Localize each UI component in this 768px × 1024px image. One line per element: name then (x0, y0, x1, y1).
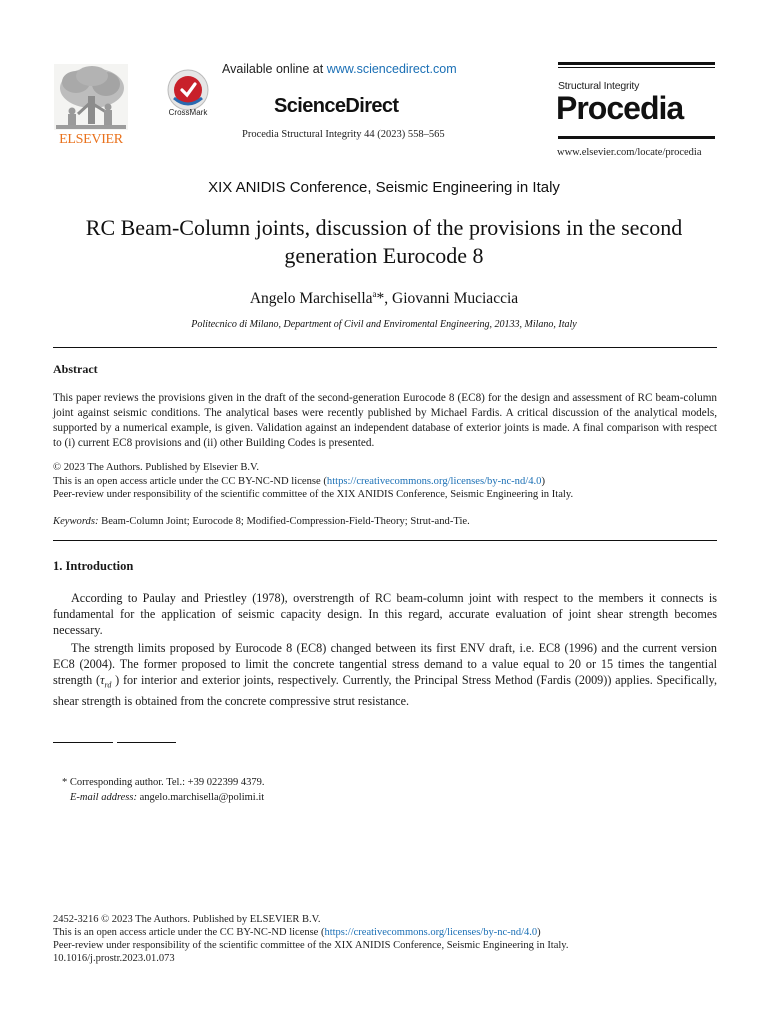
divider-bottom (53, 540, 717, 541)
procedia-rule-top (558, 62, 715, 65)
email-label: E-mail address: (70, 792, 137, 803)
procedia-subtitle: Structural Integrity (558, 80, 640, 92)
keywords (53, 514, 717, 529)
section-heading-introduction: 1. Introduction (53, 559, 134, 573)
peer-review-line: Peer-review under responsibility of the scientific committee of the XIX ANIDIS Conference, Seismic Engineering in Italy. (53, 489, 574, 500)
sciencedirect-brand: ScienceDirect (274, 95, 399, 117)
author-1-affil: a (372, 289, 377, 299)
conference-name: XIX ANIDIS Conference, Seismic Engineering in Italy (208, 179, 560, 196)
bottom-peer-review: Peer-review under responsibility of the scientific committee of the XIX ANIDIS Conference, Seismic Engineering in Italy. (53, 940, 569, 951)
issn-line: 2452-3216 © 2023 The Authors. Published by ELSEVIER B.V. (53, 914, 321, 925)
corresponding-author-note: * Corresponding author. Tel.: +39 022399 4379. (62, 777, 265, 788)
journal-reference: Procedia Structural Integrity 44 (2023) 558–565 (242, 129, 445, 140)
intro-paragraph-1: According to Paulay and Priestley (1978), overstrength of RC beam-column joint with respect to the members it connects is fundamental for the application of seismic capacity design. In this regard, accurate evaluation of joint shear strength becomes necessary. (53, 591, 717, 637)
copyright-block (53, 461, 717, 502)
authors (0, 289, 768, 308)
author-2: Giovanni Muciaccia (392, 290, 519, 308)
crossmark-label: CrossMark (168, 108, 208, 117)
email-address[interactable]: angelo.marchisella@polimi.it (136, 792, 265, 803)
tau-symbol: τ (100, 673, 105, 687)
paper-title (40, 214, 728, 270)
intro-paragraph-2: The strength limits proposed by Eurocode 8 (EC8) changed between its first ENV draft, i.e. EC8 (1996) and the current version EC8 (2004). The former proposed to limit the concrete tangential stress demand to a value equal to 20 or 15 times the tangential strength ($\tau_{rd}$ ) for interior and exterior joints, respectively. Currently, the Principal Stress Method (Fardis (2009)) applies. Specifically, shear strength is obtained from the concrete compressive strut resistance. (53, 641, 718, 709)
license-link[interactable]: https://creativecommons.org/licenses/by-nc-nd/4.0 (326, 475, 542, 487)
elsevier-wordmark: ELSEVIER (59, 132, 123, 147)
corresponding-mark: *, (376, 290, 393, 308)
abstract-text: This paper reviews the provisions given in the draft of the second-generation Eurocode 8 (EC8) for the design and assessment of RC beam-column joint against seismic conditions. The analytical bases were recently published by Michael Fardis. A critical discussion of the analytical models, supported by a numerical example, is given. Validation against an independent database of exterior joints is made. A final comparison with respect to (i) current EC8 provisions and (ii) other Building Codes is presented. (53, 392, 717, 449)
author-1: Angelo Marchisella (249, 290, 373, 308)
available-online (222, 62, 457, 76)
bottom-license-line: This is an open access article under the CC BY-NC-ND license (https://creativecommons.org/licenses/by-nc-nd/4.0) (53, 927, 541, 938)
procedia-rule-top-thin (558, 67, 715, 68)
email-note (70, 792, 264, 803)
procedia-url[interactable]: www.elsevier.com/locate/procedia (557, 147, 702, 158)
affiliation: Politecnico di Milano, Department of Civil and Enviromental Engineering, 20133, Milano, Italy (191, 319, 577, 330)
publication-info (53, 913, 569, 965)
title-line-2: generation Eurocode 8 (284, 243, 484, 268)
doi[interactable]: 10.1016/j.prostr.2023.01.073 (53, 953, 175, 964)
copyright-line: © 2023 The Authors. Published by Elsevier B.V. (53, 462, 259, 473)
procedia-title: Procedia (556, 90, 684, 126)
elsevier-logo (52, 62, 130, 150)
procedia-rule-bottom (558, 136, 715, 139)
crossmark-icon (166, 68, 210, 112)
license-line: This is an open access article under the CC BY-NC-ND license (https://creativecommons.org/licenses/by-nc-nd/4.0) (53, 475, 545, 487)
keywords-list: Beam-Column Joint; Eurocode 8; Modified-Compression-Field-Theory; Strut-and-Tie. (98, 516, 470, 527)
title-line-1: RC Beam-Column joints, discussion of the provisions in the second (85, 215, 683, 240)
bottom-license-link[interactable]: https://creativecommons.org/licenses/by-nc-nd/4.0 (324, 927, 538, 938)
keywords-label: Keywords: (53, 516, 99, 527)
divider-top (53, 347, 717, 348)
tau-subscript: rd (104, 680, 112, 690)
abstract-heading: Abstract (53, 362, 98, 376)
sciencedirect-link[interactable]: www.sciencedirect.com (326, 62, 457, 76)
footnote-rule-1 (53, 742, 113, 743)
available-prefix: Available online at (222, 62, 327, 76)
footnote-rule-2 (117, 742, 176, 743)
